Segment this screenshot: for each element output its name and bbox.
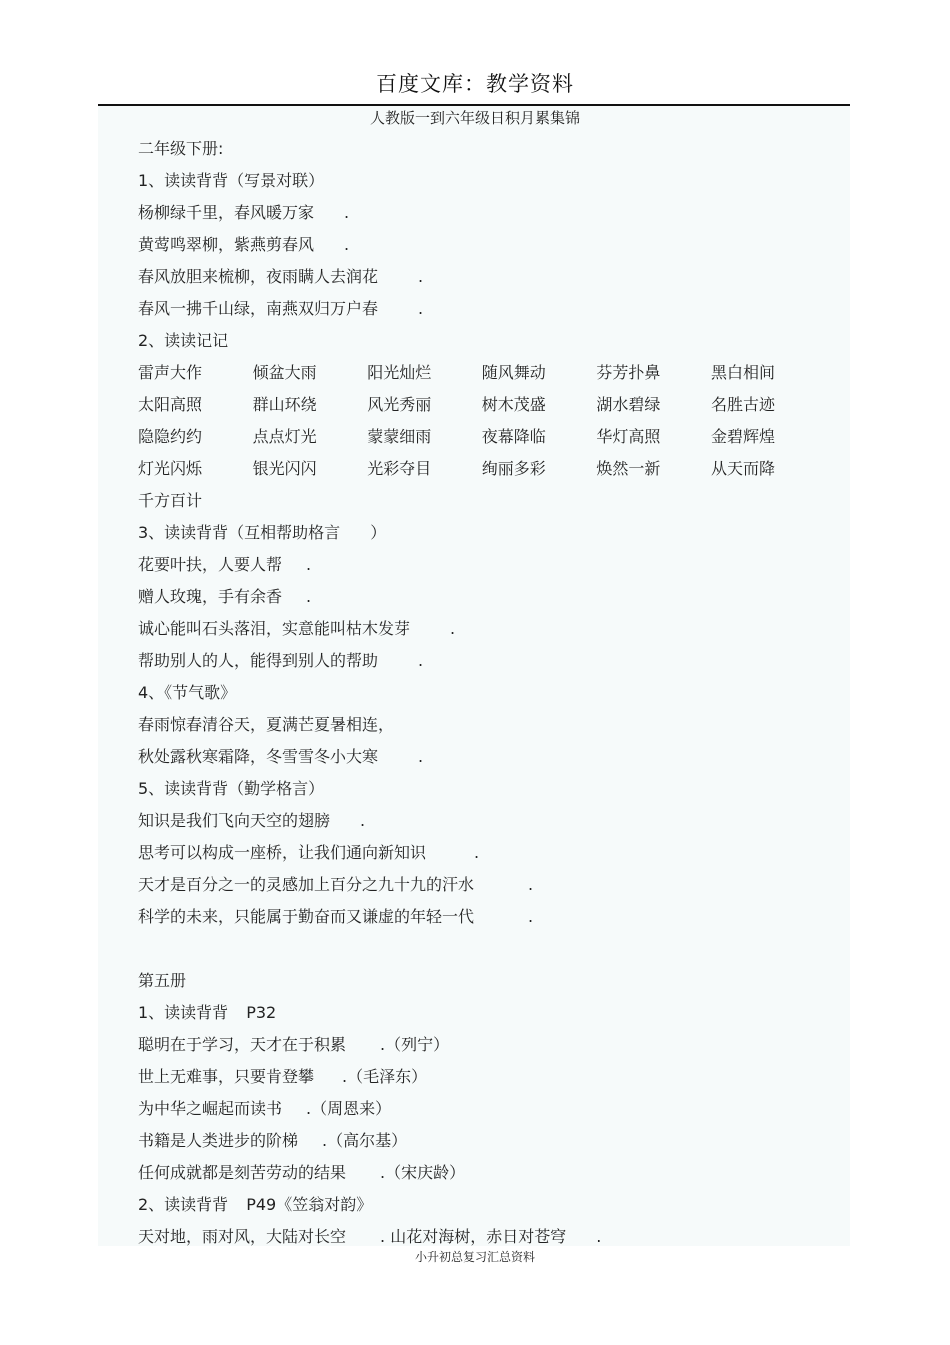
line-text: 诚心能叫石头落泪，实意能叫枯木发芽: [138, 619, 411, 638]
spacer: [138, 933, 838, 965]
word-row: [138, 389, 838, 421]
line-tail: .: [418, 267, 424, 286]
document-body: [138, 133, 838, 1253]
line-text: 书籍是人类进步的阶梯: [138, 1131, 299, 1150]
line-text: 科学的未来，只能属于勤奋而又谦虚的年轻一代: [138, 907, 475, 926]
word-item: 点点灯光: [252, 427, 317, 446]
line-text: 世上无难事，只要肯登攀: [138, 1067, 315, 1086]
text-line: [138, 581, 838, 613]
line-text: 知识是我们飞向天空的翅膀: [138, 811, 331, 830]
section-heading: 第五册: [138, 971, 187, 990]
text-line: [138, 1157, 838, 1189]
word-item: 树木茂盛: [481, 395, 546, 414]
word-item: 隐隐约约: [138, 427, 203, 446]
part-title-text: 1、读读背背: [138, 1003, 229, 1022]
line-tail: .: [418, 651, 424, 670]
word-item: 风光秀丽: [367, 395, 432, 414]
document-title: 人教版一到六年级日积月累集锦: [369, 109, 580, 127]
text-line: [138, 229, 838, 261]
text-line: [138, 869, 838, 901]
word-row: [138, 421, 838, 453]
word-item: 雷声大作: [138, 363, 203, 382]
part-title: [138, 997, 838, 1029]
text-line: [138, 805, 838, 837]
part-title-text: 2、读读背背: [138, 1195, 229, 1214]
line-text: 春风放胆来梳柳，夜雨瞒人去润花: [138, 267, 379, 286]
text-line: [138, 709, 838, 741]
line-text: 春雨惊春清谷天，夏满芒夏暑相连，: [138, 715, 395, 734]
text-line: [138, 901, 838, 933]
part-title: 5、读读背背（勤学格言）: [138, 779, 325, 798]
line-text: 花要叶扶，人要人帮: [138, 555, 283, 574]
part-title: 2、读读记记: [138, 331, 229, 350]
text-line: [138, 645, 838, 677]
word-item: 千方百计: [138, 491, 203, 510]
line-tail: .（列宁）: [380, 1035, 450, 1054]
text-line: [138, 197, 838, 229]
line-text: 天对地，雨对风，大陆对长空: [138, 1227, 347, 1246]
section-heading: 二年级下册:: [138, 139, 224, 158]
part-title: [138, 1189, 838, 1221]
word-item: 随风舞动: [481, 363, 546, 382]
line-tail: .: [528, 907, 534, 926]
line-tail: .: [418, 299, 424, 318]
line-tail: .（宋庆龄）: [380, 1163, 466, 1182]
line-text: 赠人玫瑰，手有余香: [138, 587, 283, 606]
line-tail: .: [306, 555, 312, 574]
word-item: 焕然一新: [596, 459, 661, 478]
text-line: [138, 293, 838, 325]
text-line: [138, 261, 838, 293]
line-tail: .: [528, 875, 534, 894]
part-title: 4、《节气歌》: [138, 683, 237, 702]
word-item: 灯光闪烁: [138, 459, 203, 478]
word-item: 银光闪闪: [252, 459, 317, 478]
text-line: [138, 837, 838, 869]
line-text: 聪明在于学习，天才在于积累: [138, 1035, 347, 1054]
text-line: [138, 1029, 838, 1061]
part-title-text: 3、读读背背（互相帮助格言: [138, 523, 341, 542]
word-item: 湖水碧绿: [596, 395, 661, 414]
word-item: 从天而降: [710, 459, 775, 478]
word-row: [138, 357, 838, 389]
line-text: 任何成就都是刻苦劳动的结果: [138, 1163, 347, 1182]
line-tail: .: [344, 235, 350, 254]
part-title: [138, 517, 838, 549]
line-tail: .: [306, 587, 312, 606]
page-ref: P49《笠翁对韵》: [246, 1195, 373, 1214]
word-item: 芬芳扑鼻: [596, 363, 661, 382]
line-text: 帮助别人的人，能得到别人的帮助: [138, 651, 379, 670]
text-line: [138, 1093, 838, 1125]
line-text: 为中华之崛起而读书: [138, 1099, 283, 1118]
word-item: 夜幕降临: [481, 427, 546, 446]
word-item: 阳光灿烂: [367, 363, 432, 382]
line-text: 黄莺鸣翠柳，紫燕剪春风: [138, 235, 315, 254]
page-ref: P32: [246, 1003, 277, 1022]
line-tail: .: [418, 747, 424, 766]
line-text: 杨柳绿千里，春风暖万家: [138, 203, 315, 222]
line-tail: .: [474, 843, 480, 862]
word-item: 倾盆大雨: [252, 363, 317, 382]
page-footer: 小升初总复习汇总资料: [414, 1250, 535, 1264]
text-line: [138, 549, 838, 581]
line-tail: .: [360, 811, 366, 830]
line-text: 思考可以构成一座桥，让我们通向新知识: [138, 843, 427, 862]
part-title-end: ）: [370, 523, 387, 542]
word-item: 黑白相间: [710, 363, 775, 382]
line-tail: .（周恩来）: [306, 1099, 392, 1118]
text-line: [138, 613, 838, 645]
word-item: 绚丽多彩: [481, 459, 546, 478]
text-line: [138, 741, 838, 773]
line-text: 秋处露秋寒霜降，冬雪雪冬小大寒: [138, 747, 379, 766]
line-tail: .（毛泽东）: [342, 1067, 428, 1086]
word-item: 光彩夺目: [367, 459, 432, 478]
word-item: 蒙蒙细雨: [367, 427, 432, 446]
line-tail: .: [344, 203, 350, 222]
word-item: 太阳高照: [138, 395, 203, 414]
text-line: [138, 1125, 838, 1157]
line-text-continued: . 山花对海树，赤日对苍穹: [380, 1227, 567, 1246]
line-tail: .（高尔基）: [322, 1131, 408, 1150]
header-title: 百度文库：教学资料: [376, 72, 574, 96]
line-tail: .: [450, 619, 456, 638]
word-item: 群山环绕: [252, 395, 317, 414]
line-tail: .: [596, 1227, 602, 1246]
word-item: 名胜古迹: [710, 395, 775, 414]
word-item: 金碧辉煌: [710, 427, 775, 446]
text-line: [138, 1061, 838, 1093]
part-title: 1、读读背背（写景对联）: [138, 171, 325, 190]
word-row: [138, 453, 838, 485]
line-text: 春风一拂千山绿，南燕双归万户春: [138, 299, 379, 318]
word-item: 华灯高照: [596, 427, 661, 446]
line-text: 天才是百分之一的灵感加上百分之九十九的汗水: [138, 875, 475, 894]
